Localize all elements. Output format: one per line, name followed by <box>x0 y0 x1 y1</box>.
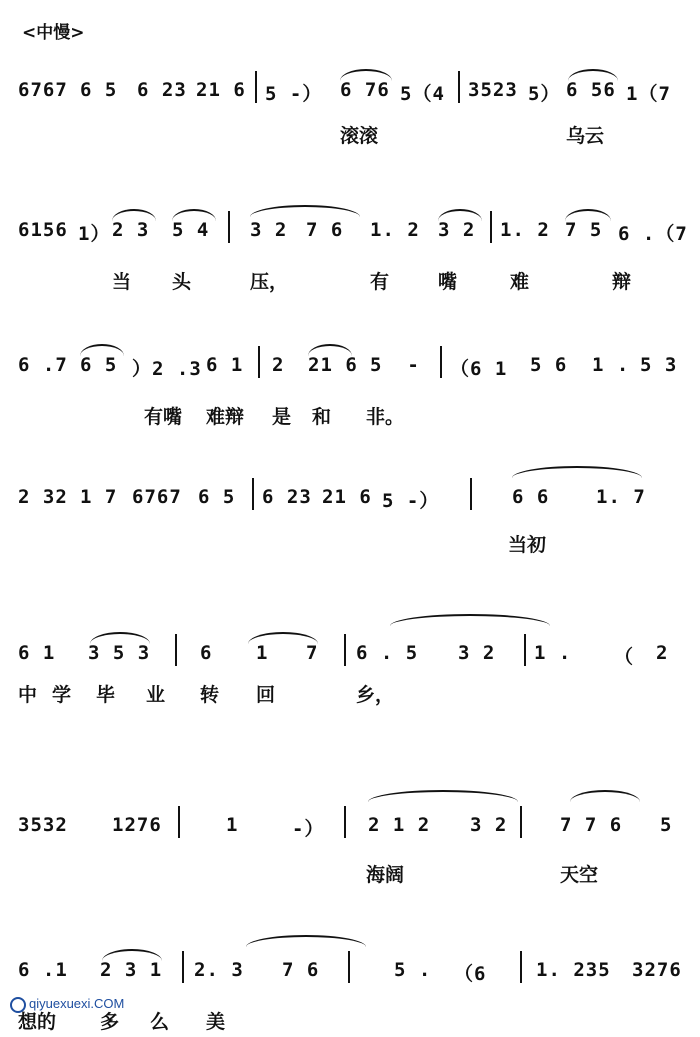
note-group: 6 5 <box>80 354 118 376</box>
note-group: 1276 <box>112 814 162 836</box>
notes-row <box>0 195 700 255</box>
lyric: 美 <box>206 1011 226 1033</box>
bar-line <box>348 951 350 983</box>
lyric: 中 <box>18 684 38 706</box>
watermark <box>10 996 124 1013</box>
note-group: 1 7 <box>80 486 118 508</box>
bar-line <box>470 478 472 510</box>
note-group: 1（7 <box>626 83 671 105</box>
note-group: 1 . <box>534 642 572 664</box>
note-group: 21 6 <box>196 79 246 101</box>
lyric: 滚滚 <box>340 125 379 147</box>
note-group: 1. 2 <box>370 219 420 241</box>
bar-line <box>524 634 526 666</box>
lyric: 天空 <box>560 864 599 886</box>
lyric: 有嘴 <box>144 406 183 428</box>
bar-line <box>255 71 257 103</box>
lyric: 当 <box>112 271 132 293</box>
lyric: 难辩 <box>206 406 245 428</box>
lyric: 辩 <box>612 271 632 293</box>
lyric: 学 <box>52 684 72 706</box>
bar-line <box>228 211 230 243</box>
note-group: 2 3 1 <box>100 959 163 981</box>
lyric: 乡， <box>356 684 395 706</box>
note-group: 6767 <box>132 486 182 508</box>
slur <box>246 935 366 947</box>
note-group: -） <box>292 818 325 840</box>
lyrics-row <box>0 402 700 432</box>
note-group: 6 <box>200 642 213 664</box>
note-group: （ <box>614 646 635 668</box>
note-group: 6 6 <box>512 486 550 508</box>
note-group: 5（4 <box>400 83 445 105</box>
note-group: 3 2 <box>438 219 476 241</box>
bar-line <box>178 806 180 838</box>
note-group: 6 .1 <box>18 959 68 981</box>
tempo-marking: <中慢> <box>22 23 85 43</box>
note-group: 3276 <box>632 959 682 981</box>
note-group: 6 23 <box>262 486 312 508</box>
bar-line <box>344 806 346 838</box>
notes-row <box>0 935 700 995</box>
lyric: 头 <box>172 271 192 293</box>
note-group: 1. 235 <box>536 959 611 981</box>
lyrics-row <box>0 121 700 151</box>
note-group: 3523 <box>468 79 518 101</box>
note-group: 1） <box>78 223 111 245</box>
note-group: 3 2 <box>250 219 288 241</box>
note-group: 2 <box>272 354 285 376</box>
lyric: 乌云 <box>566 125 605 147</box>
note-group: 7 7 6 <box>560 814 623 836</box>
note-group: 2 1 2 <box>368 814 431 836</box>
note-group: 6 56 <box>566 79 616 101</box>
note-group: 7 <box>306 642 319 664</box>
lyric: 回 <box>256 684 276 706</box>
lyric: 想的 <box>18 1011 57 1033</box>
note-group: 6 5 <box>80 79 118 101</box>
note-group: 6 1 <box>18 642 56 664</box>
note-group: 6767 <box>18 79 68 101</box>
lyrics-row <box>0 267 700 297</box>
bar-line <box>344 634 346 666</box>
notes-row <box>0 618 700 678</box>
note-group: 6 .7 <box>18 354 68 376</box>
note-group: 7 6 <box>282 959 320 981</box>
note-group: 1 <box>256 642 269 664</box>
lyric: 是 <box>272 406 292 428</box>
note-group: 3 5 3 <box>88 642 151 664</box>
note-group: 3 2 <box>470 814 508 836</box>
bar-line <box>182 951 184 983</box>
lyric: 么 <box>150 1011 170 1033</box>
lyric: 业 <box>146 684 166 706</box>
note-group: 21 6 <box>322 486 372 508</box>
lyrics-row <box>0 860 700 890</box>
note-group: 5 <box>660 814 673 836</box>
note-group: 3532 <box>18 814 68 836</box>
lyric: 有 <box>370 271 390 293</box>
bar-line <box>252 478 254 510</box>
note-group: 6 . 5 <box>356 642 419 664</box>
watermark-logo-icon <box>10 997 26 1013</box>
note-group: 5 - <box>370 354 420 376</box>
note-group: 7 5 <box>565 219 603 241</box>
note-group: 1. 2 <box>500 219 550 241</box>
note-group: 5 -） <box>382 490 440 512</box>
note-group: 5 6 <box>530 354 568 376</box>
lyrics-row <box>0 680 700 710</box>
note-group: 6 5 <box>198 486 236 508</box>
lyric: 和 <box>312 406 332 428</box>
slur <box>368 790 518 802</box>
note-group: 6 23 <box>137 79 187 101</box>
lyric: 难 <box>510 271 530 293</box>
lyric: 毕 <box>96 684 116 706</box>
slur <box>570 790 640 802</box>
bar-line <box>175 634 177 666</box>
note-group: 5 3 <box>640 354 678 376</box>
note-group: 1 <box>226 814 239 836</box>
note-group: 1 . <box>592 354 630 376</box>
note-group: 2. 3 <box>194 959 244 981</box>
lyric: 多 <box>100 1011 120 1033</box>
bar-line <box>258 346 260 378</box>
note-group: 6156 <box>18 219 68 241</box>
note-group: 2 32 <box>18 486 68 508</box>
lyric: 压， <box>250 271 289 293</box>
bar-line <box>458 71 460 103</box>
slur <box>512 466 642 478</box>
bar-line <box>440 346 442 378</box>
notes-row <box>0 55 700 115</box>
note-group: 5 -） <box>265 83 323 105</box>
notes-row <box>0 330 700 390</box>
note-group: （6 1 <box>450 358 508 380</box>
slur <box>250 205 360 217</box>
note-group: 1. 7 <box>596 486 646 508</box>
slur <box>390 614 550 626</box>
note-group: 2 <box>656 642 669 664</box>
bar-line <box>520 806 522 838</box>
watermark-text: qiyuexuexi.COM <box>29 996 125 1011</box>
lyric: 转 <box>200 684 220 706</box>
note-group: ）2 .3 <box>132 358 202 380</box>
lyric: 海阔 <box>366 864 405 886</box>
note-group: 6 .（7 <box>618 223 688 245</box>
note-group: 2 3 <box>112 219 150 241</box>
note-group: 5 4 <box>172 219 210 241</box>
lyric: 当初 <box>508 534 547 556</box>
bar-line <box>520 951 522 983</box>
lyric: 非。 <box>366 406 405 428</box>
notes-row <box>0 790 700 850</box>
note-group: 3 2 <box>458 642 496 664</box>
lyric: 嘴 <box>438 271 458 293</box>
notes-row <box>0 462 700 522</box>
bar-line <box>490 211 492 243</box>
note-group: （6 <box>454 963 487 985</box>
lyrics-row <box>0 530 700 560</box>
note-group: 6 76 <box>340 79 390 101</box>
note-group: 5 . <box>394 959 432 981</box>
note-group: 5） <box>528 83 561 105</box>
note-group: 7 6 <box>306 219 344 241</box>
note-group: 6 1 <box>206 354 244 376</box>
note-group: 21 6 <box>308 354 358 376</box>
